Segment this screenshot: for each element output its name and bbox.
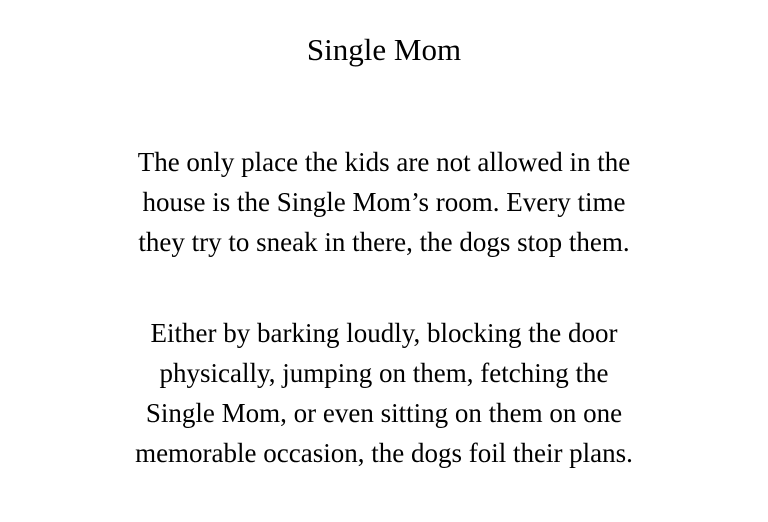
paragraph-line: memorable occasion, the dogs foil their plans. — [135, 438, 633, 468]
paragraph-1 — [60, 142, 708, 262]
paragraph-line: they try to sneak in there, the dogs stop them. — [138, 227, 630, 257]
paragraph-line: Single Mom, or even sitting on them on one — [145, 398, 623, 428]
paragraph-2 — [60, 313, 708, 473]
paragraph-line: Either by barking loudly, blocking the door — [150, 318, 618, 348]
page-title: Single Mom — [306, 32, 462, 67]
paragraph-line: house is the Single Mom’s room. Every time — [142, 187, 626, 217]
paragraph-line: physically, jumping on them, fetching the — [159, 358, 609, 388]
paragraph-line: The only place the kids are not allowed in the — [137, 147, 631, 177]
